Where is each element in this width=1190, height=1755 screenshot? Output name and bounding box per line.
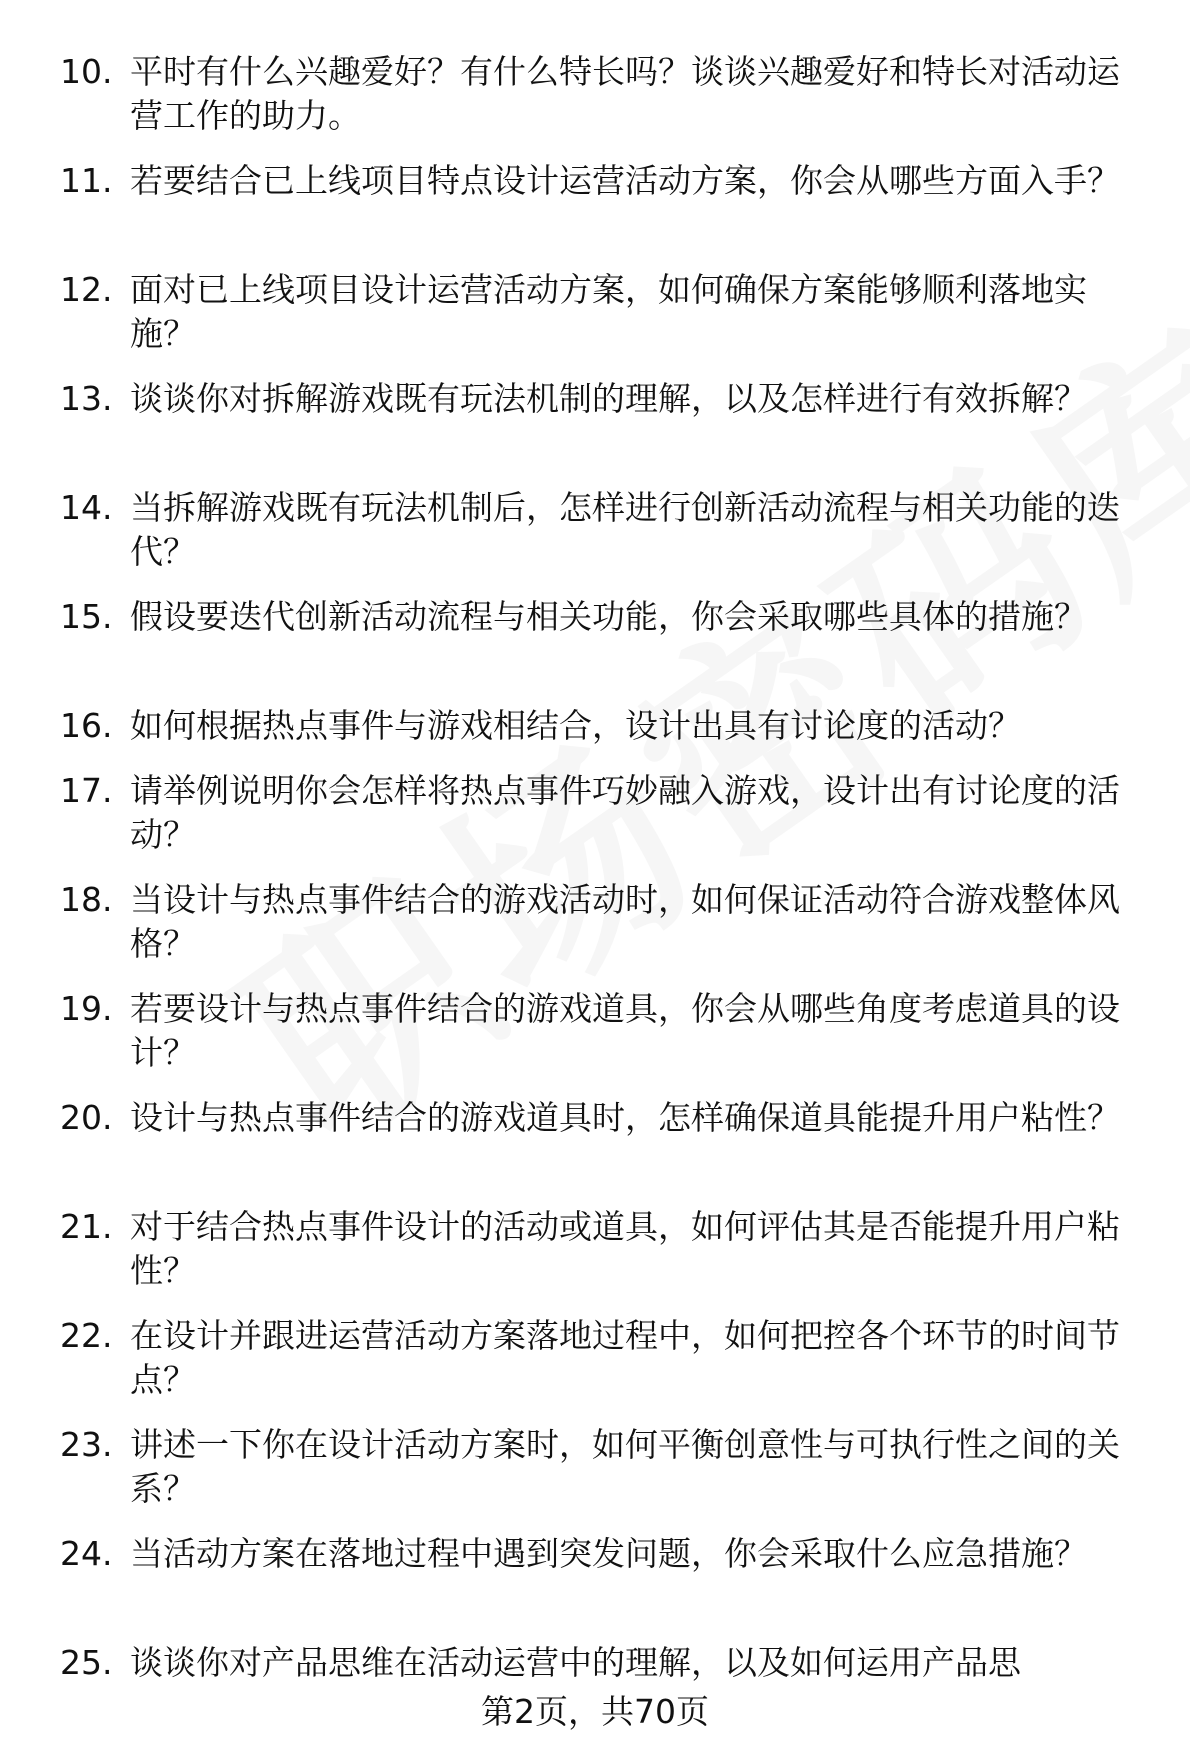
question-text: 对于结合热点事件设计的活动或道具，如何评估其是否能提升用户粘性？: [130, 1207, 1120, 1290]
question-item: [0, 1314, 1190, 1402]
question-list: [0, 50, 1190, 1706]
question-number: 11.: [60, 161, 113, 200]
question-text: 谈谈你对产品思维在活动运营中的理解，以及如何运用产品思: [130, 1643, 1021, 1682]
question-item: [0, 1641, 1190, 1685]
question-number: 21.: [60, 1207, 113, 1246]
question-item: [0, 1532, 1190, 1620]
question-text: 若要结合已上线项目特点设计运营活动方案，你会从哪些方面入手？: [130, 161, 1120, 200]
question-number: 22.: [60, 1316, 113, 1355]
question-text: 如何根据热点事件与游戏相结合，设计出具有讨论度的活动？: [130, 706, 1021, 745]
question-text: 若要设计与热点事件结合的游戏道具，你会从哪些角度考虑道具的设计？: [130, 989, 1120, 1072]
question-item: [0, 595, 1190, 683]
question-text: 当拆解游戏既有玩法机制后，怎样进行创新活动流程与相关功能的迭代？: [130, 488, 1120, 571]
question-number: 15.: [60, 597, 113, 636]
question-number: 25.: [60, 1643, 113, 1682]
question-text: 当设计与热点事件结合的游戏活动时，如何保证活动符合游戏整体风格？: [130, 880, 1120, 963]
page-footer: 第2页，共70页: [481, 1692, 709, 1731]
question-text: 讲述一下你在设计活动方案时，如何平衡创意性与可执行性之间的关系？: [130, 1425, 1120, 1508]
question-item: [0, 704, 1190, 748]
question-item: [0, 878, 1190, 966]
question-item: [0, 1096, 1190, 1184]
question-item: [0, 769, 1190, 857]
question-text: 假设要迭代创新活动流程与相关功能，你会采取哪些具体的措施？: [130, 597, 1087, 636]
question-number: 10.: [60, 52, 113, 91]
question-item: [0, 377, 1190, 465]
question-text: 在设计并跟进运营活动方案落地过程中，如何把控各个环节的时间节点？: [130, 1316, 1120, 1399]
question-number: 13.: [60, 379, 113, 418]
question-item: [0, 268, 1190, 356]
question-number: 23.: [60, 1425, 113, 1464]
question-number: 12.: [60, 270, 113, 309]
question-text: 面对已上线项目设计运营活动方案，如何确保方案能够顺利落地实施？: [130, 270, 1087, 353]
question-text: 设计与热点事件结合的游戏道具时，怎样确保道具能提升用户粘性？: [130, 1098, 1120, 1137]
question-text: 平时有什么兴趣爱好？有什么特长吗？谈谈兴趣爱好和特长对活动运营工作的助力。: [130, 52, 1120, 135]
question-text: 请举例说明你会怎样将热点事件巧妙融入游戏，设计出有讨论度的活动？: [130, 771, 1120, 854]
question-number: 14.: [60, 488, 113, 527]
question-text: 当活动方案在落地过程中遇到突发问题，你会采取什么应急措施？: [130, 1534, 1087, 1573]
question-text: 谈谈你对拆解游戏既有玩法机制的理解，以及怎样进行有效拆解？: [130, 379, 1087, 418]
question-number: 16.: [60, 706, 113, 745]
question-item: [0, 987, 1190, 1075]
question-item: [0, 159, 1190, 247]
question-item: [0, 486, 1190, 574]
question-number: 24.: [60, 1534, 113, 1573]
question-number: 19.: [60, 989, 113, 1028]
question-item: [0, 1423, 1190, 1511]
question-item: [0, 1205, 1190, 1293]
question-number: 18.: [60, 880, 113, 919]
question-number: 20.: [60, 1098, 113, 1137]
question-item: [0, 50, 1190, 138]
question-number: 17.: [60, 771, 113, 810]
